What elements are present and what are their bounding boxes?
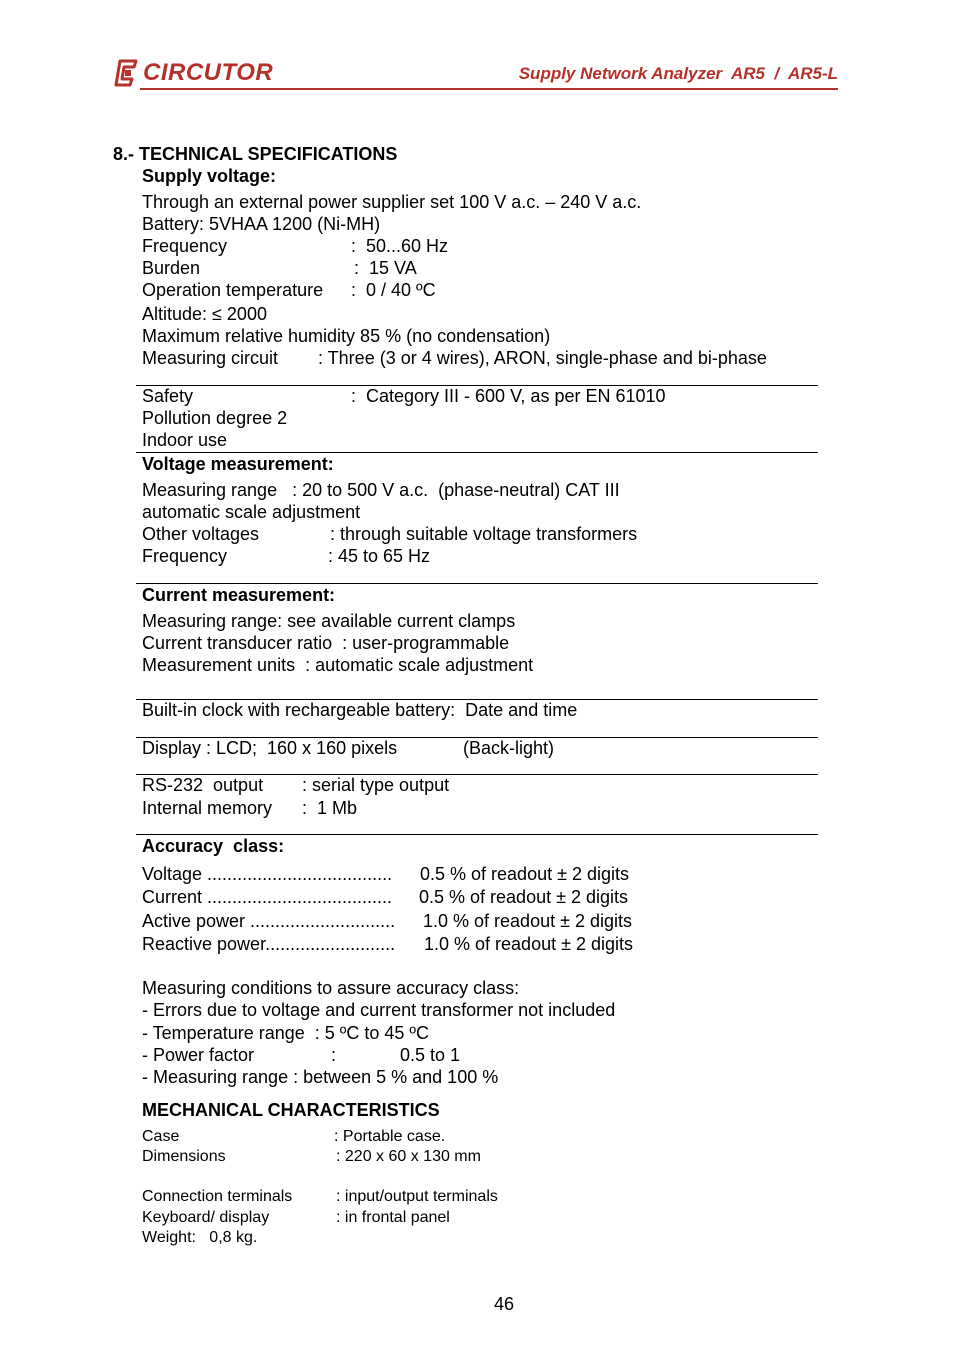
dimensions-label: Dimensions — [142, 1148, 226, 1165]
voltage-frequency-value: : 45 to 65 Hz — [328, 546, 431, 566]
accuracy-row-label: Voltage ..................................... — [142, 864, 393, 884]
conditions-title: Measuring conditions to assure accuracy class: — [142, 978, 520, 998]
voltage-frequency-label: Frequency — [142, 546, 228, 566]
supply-humidity: Maximum relative humidity 85 % (no condensation) — [142, 326, 551, 346]
accuracy-row-label: Current ..................................... — [142, 887, 393, 907]
terminals-label: Connection terminals — [142, 1188, 293, 1205]
voltage-auto: automatic scale adjustment — [142, 502, 361, 522]
voltage-heading: Voltage measurement: — [142, 454, 334, 474]
accuracy-row-value: 1.0 % of readout ± 2 digits — [423, 911, 633, 931]
accuracy-row-value: 0.5 % of readout ± 2 digits — [419, 887, 629, 907]
condition-item-value: 0.5 to 1 — [400, 1045, 461, 1065]
logo-text: CIRCUTOR — [143, 59, 274, 86]
keyboard-value: : in frontal panel — [336, 1209, 450, 1226]
supply-line1: Through an external power supplier set 100 V a.c. – 240 V a.c. — [142, 192, 642, 212]
circutor-logo — [114, 58, 273, 88]
condition-item: - Power factor — [142, 1045, 255, 1065]
circutor-logo-icon — [114, 58, 140, 88]
accuracy-row-label: Active power ............................. — [142, 911, 396, 931]
memory-value: : 1 Mb — [302, 798, 358, 818]
page-number: 46 — [494, 1294, 515, 1314]
supply-burden-value: : 15 VA — [354, 258, 417, 278]
supply-circuit-value: : Three (3 or 4 wires), ARON, single-phase and bi-phase — [318, 348, 767, 368]
memory-label: Internal memory — [142, 798, 273, 818]
dimensions-value: : 220 x 60 x 130 mm — [336, 1148, 481, 1165]
header-divider — [140, 88, 838, 90]
case-value: : Portable case. — [334, 1128, 446, 1145]
terminals-value: : input/output terminals — [336, 1188, 498, 1205]
weight-spec: Weight: 0,8 kg. — [142, 1229, 258, 1246]
display-backlight: (Back-light) — [463, 738, 555, 758]
supply-circuit-label: Measuring circuit — [142, 348, 279, 368]
mechanical-heading: MECHANICAL CHARACTERISTICS — [142, 1100, 440, 1120]
safety-label: Safety — [142, 386, 194, 406]
clock-spec: Built-in clock with rechargeable battery: Date and time — [142, 700, 578, 720]
safety-indoor: Indoor use — [142, 430, 228, 450]
supply-optemp-value: : 0 / 40 ºC — [351, 280, 436, 300]
rs232-label: RS-232 output — [142, 775, 264, 795]
case-label: Case — [142, 1128, 180, 1145]
condition-item-colon: : — [331, 1045, 337, 1065]
accuracy-heading: Accuracy class: — [142, 836, 285, 856]
current-range: Measuring range: see available current clamps — [142, 611, 516, 631]
supply-altitude: Altitude: ≤ 2000 — [142, 304, 267, 324]
accuracy-row-value: 1.0 % of readout ± 2 digits — [424, 934, 634, 954]
condition-item: - Temperature range : 5 ºC to 45 ºC — [142, 1023, 429, 1043]
current-heading: Current measurement: — [142, 585, 336, 605]
supply-battery: Battery: 5VHAA 1200 (Ni-MH) — [142, 214, 381, 234]
condition-item: - Measuring range : between 5 % and 100 % — [142, 1067, 499, 1087]
supply-frequency-value: : 50...60 Hz — [351, 236, 449, 256]
rs232-value: : serial type output — [302, 775, 450, 795]
voltage-other-value: : through suitable voltage transformers — [330, 524, 638, 544]
supply-burden-label: Burden — [142, 258, 201, 278]
section-title: 8.- TECHNICAL SPECIFICATIONS — [113, 144, 398, 164]
condition-item: - Errors due to voltage and current transformer not included — [142, 1000, 616, 1020]
voltage-other-label: Other voltages — [142, 524, 260, 544]
supply-frequency-label: Frequency — [142, 236, 228, 256]
current-units: Measurement units : automatic scale adjustment — [142, 655, 534, 675]
keyboard-label: Keyboard/ display — [142, 1209, 270, 1226]
safety-pollution: Pollution degree 2 — [142, 408, 288, 428]
accuracy-row-value: 0.5 % of readout ± 2 digits — [420, 864, 630, 884]
display-spec: Display : LCD; 160 x 160 pixels — [142, 738, 398, 758]
supply-heading: Supply voltage: — [142, 166, 277, 186]
voltage-range: Measuring range : 20 to 500 V a.c. (phase-neutral) CAT III — [142, 480, 620, 500]
current-ratio: Current transducer ratio : user-programmable — [142, 633, 510, 653]
safety-value: : Category III - 600 V, as per EN 61010 — [351, 386, 666, 406]
document-title: Supply Network Analyzer AR5 / AR5-L — [518, 64, 838, 83]
accuracy-row-label: Reactive power.......................... — [142, 934, 396, 954]
supply-optemp-label: Operation temperature — [142, 280, 324, 300]
